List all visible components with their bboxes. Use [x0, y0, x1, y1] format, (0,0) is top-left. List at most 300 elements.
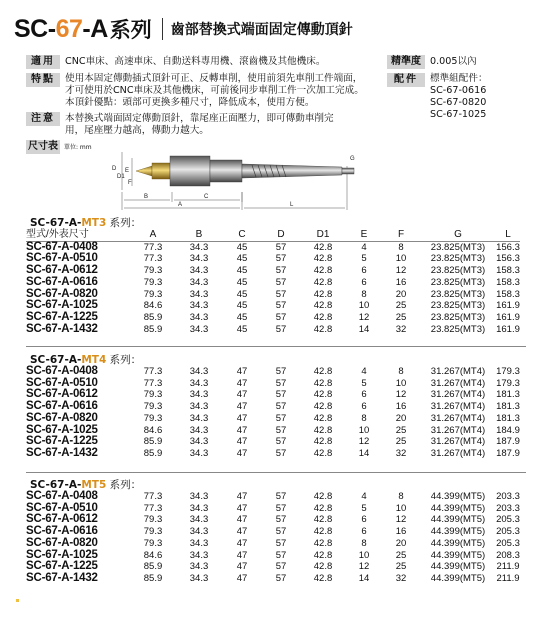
dim-label-c: C [204, 194, 209, 200]
cell-f: 32 [395, 323, 407, 335]
cell-d: 57 [275, 253, 287, 265]
table-row [26, 503, 520, 515]
cell-b: 34.3 [189, 265, 209, 277]
cell-d1: 42.8 [313, 526, 333, 538]
section-title-mt3: SC-67-A-MT3 系列： [30, 217, 142, 229]
cell-d1: 42.8 [313, 377, 333, 389]
page-subtitle: 齒部替換式端面固定傳動頂針 [170, 22, 353, 38]
cell-l: 187.9 [496, 447, 520, 459]
cell-f: 25 [395, 561, 407, 573]
cell-model: SC-67-A-0612 [26, 388, 98, 401]
cell-b: 34.3 [189, 561, 209, 573]
notes-line-1: 本替換式端面固定傳動頂針，靠尾座正面壓力，即可傳動車削完 [65, 113, 334, 124]
table-row [26, 550, 520, 562]
decorative-dot [16, 599, 19, 602]
cell-c: 47 [236, 572, 248, 584]
cell-a: 79.3 [143, 276, 163, 288]
cell-g: 44.399(MT5) [430, 491, 486, 502]
cell-b: 34.3 [189, 300, 209, 312]
cell-f: 25 [395, 549, 407, 561]
cell-l: 161.9 [496, 323, 520, 335]
cell-g: 31.267(MT4) [430, 366, 486, 377]
cell-f: 16 [395, 276, 407, 288]
cell-l: 158.3 [496, 265, 520, 277]
cell-b: 34.3 [189, 253, 209, 265]
cell-f: 25 [395, 424, 407, 436]
cell-d1: 42.8 [313, 447, 333, 459]
dim-label-d1: D1 [117, 174, 125, 180]
cell-model: SC-67-A-0616 [26, 400, 98, 413]
cell-a: 79.3 [143, 288, 163, 300]
dim-label-a: A [178, 202, 183, 208]
header-c: C [222, 229, 262, 241]
cell-f: 20 [395, 537, 407, 549]
cell-c: 45 [236, 323, 248, 335]
cell-model: SC-67-A-0820 [26, 287, 98, 300]
dim-label-e: E [125, 168, 130, 174]
notes-label: 注意 [26, 112, 60, 126]
cell-e: 10 [358, 300, 370, 312]
cell-d1: 42.8 [313, 389, 333, 401]
cell-a: 85.9 [143, 323, 163, 335]
cell-g: 31.267(MT4) [430, 436, 486, 448]
cell-d: 57 [275, 300, 287, 312]
cell-l: 161.9 [496, 311, 520, 323]
title-divider [162, 18, 163, 40]
cell-d: 57 [275, 491, 287, 502]
cell-c: 45 [236, 253, 248, 265]
spec-table-mt3 [26, 229, 520, 335]
cell-d: 57 [275, 572, 287, 584]
cell-e: 5 [361, 377, 367, 389]
section-title-mt4: SC-67-A-MT4 系列： [30, 354, 142, 366]
cell-l: 156.3 [496, 241, 520, 253]
dim-label-b: B [144, 194, 149, 200]
cell-d1: 42.8 [313, 288, 333, 300]
cell-b: 34.3 [189, 366, 209, 377]
table-row [26, 265, 520, 277]
cell-d: 57 [275, 265, 287, 277]
table-row [26, 324, 520, 336]
cell-d: 57 [275, 537, 287, 549]
cell-l: 158.3 [496, 276, 520, 288]
header-b: B [176, 229, 222, 241]
cell-d: 57 [275, 526, 287, 538]
cell-model: SC-67-A-1432 [26, 571, 98, 584]
cell-e: 4 [361, 366, 367, 377]
header-g: G [420, 229, 496, 241]
cell-f: 32 [395, 447, 407, 459]
cell-d: 57 [275, 549, 287, 561]
cell-g: 31.267(MT4) [430, 401, 486, 413]
series-label: 系列 [109, 18, 152, 42]
section-divider [26, 472, 526, 473]
table-row [26, 561, 520, 573]
cell-b: 34.3 [189, 377, 209, 389]
table-row [26, 448, 520, 460]
cell-d: 57 [275, 424, 287, 436]
cell-f: 25 [395, 436, 407, 448]
cell-g: 23.825(MT3) [430, 300, 486, 312]
cell-d: 57 [275, 401, 287, 413]
cell-f: 32 [395, 572, 407, 584]
accessory-item: SC-67-0820 [430, 97, 487, 108]
dim-label-l: L [290, 202, 294, 208]
accuracy-label: 精準度 [387, 55, 425, 69]
cell-d1: 42.8 [313, 572, 333, 584]
accessory-item: SC-67-0616 [430, 85, 487, 96]
cell-d: 57 [275, 276, 287, 288]
cell-c: 47 [236, 447, 248, 459]
accessory-item: SC-67-1025 [430, 109, 487, 120]
cell-d1: 42.8 [313, 401, 333, 413]
cell-f: 10 [395, 377, 407, 389]
table-row [26, 312, 520, 324]
cell-d1: 42.8 [313, 502, 333, 514]
cell-d: 57 [275, 241, 287, 253]
cell-a: 77.3 [143, 241, 163, 253]
cell-e: 14 [358, 572, 370, 584]
cell-g: 23.825(MT3) [430, 311, 486, 323]
cell-c: 47 [236, 389, 248, 401]
cell-b: 34.3 [189, 549, 209, 561]
cell-e: 12 [358, 561, 370, 573]
cell-a: 77.3 [143, 377, 163, 389]
cell-c: 45 [236, 276, 248, 288]
cell-model: SC-67-A-1225 [26, 310, 98, 323]
cell-d1: 42.8 [313, 241, 333, 253]
table-row [26, 401, 520, 413]
cell-d1: 42.8 [313, 265, 333, 277]
cell-a: 84.6 [143, 300, 163, 312]
cell-l: 158.3 [496, 288, 520, 300]
cell-b: 34.3 [189, 514, 209, 526]
cell-d: 57 [275, 377, 287, 389]
cell-c: 47 [236, 366, 248, 377]
cell-b: 34.3 [189, 389, 209, 401]
cell-d1: 42.8 [313, 253, 333, 265]
cell-d1: 42.8 [313, 323, 333, 335]
cell-d: 57 [275, 447, 287, 459]
cell-g: 44.399(MT5) [430, 502, 486, 514]
cell-model: SC-67-A-1225 [26, 435, 98, 448]
cell-b: 34.3 [189, 241, 209, 253]
cell-e: 4 [361, 491, 367, 502]
header-e: E [346, 229, 382, 241]
cell-model: SC-67-A-0510 [26, 252, 98, 265]
cell-model: SC-67-A-0612 [26, 264, 98, 277]
cell-d1: 42.8 [313, 537, 333, 549]
cell-l: 181.3 [496, 389, 520, 401]
cell-g: 44.399(MT5) [430, 526, 486, 538]
cell-model: SC-67-A-0820 [26, 536, 98, 549]
dim-label-d: D [112, 166, 117, 172]
cell-e: 5 [361, 253, 367, 265]
cell-e: 8 [361, 537, 367, 549]
cell-c: 47 [236, 549, 248, 561]
cell-a: 77.3 [143, 253, 163, 265]
cell-a: 85.9 [143, 572, 163, 584]
cell-d1: 42.8 [313, 276, 333, 288]
cell-f: 20 [395, 288, 407, 300]
cell-d: 57 [275, 366, 287, 377]
cell-d: 57 [275, 561, 287, 573]
spec-table-mt5 [26, 491, 520, 585]
cell-d: 57 [275, 288, 287, 300]
cell-model: SC-67-A-0408 [26, 490, 98, 502]
cell-l: 156.3 [496, 253, 520, 265]
cell-l: 187.9 [496, 436, 520, 448]
accessories-heading: 標準組配件： [430, 73, 488, 84]
dim-label-f: F [128, 180, 132, 186]
cell-model: SC-67-A-0820 [26, 411, 98, 424]
cell-l: 208.3 [496, 549, 520, 561]
cell-g: 23.825(MT3) [430, 265, 486, 277]
product-diagram [92, 146, 362, 212]
cell-a: 85.9 [143, 561, 163, 573]
cell-a: 79.3 [143, 526, 163, 538]
cell-g: 23.825(MT3) [430, 276, 486, 288]
cell-e: 6 [361, 276, 367, 288]
cell-a: 79.3 [143, 514, 163, 526]
section-divider [26, 346, 526, 347]
cell-f: 8 [398, 366, 404, 377]
cell-e: 6 [361, 389, 367, 401]
product-code: SC-67-A [14, 14, 108, 43]
table-row [26, 425, 520, 437]
cell-b: 34.3 [189, 276, 209, 288]
table-row [26, 514, 520, 526]
cell-c: 47 [236, 424, 248, 436]
size-table-label: 尺寸表 [28, 141, 58, 152]
cell-g: 23.825(MT3) [430, 288, 486, 300]
cell-g: 44.399(MT5) [430, 572, 486, 584]
cell-l: 205.3 [496, 514, 520, 526]
table-header-row [26, 229, 520, 241]
cell-d: 57 [275, 311, 287, 323]
cell-model: SC-67-A-1025 [26, 548, 98, 561]
cell-c: 47 [236, 491, 248, 502]
cell-c: 45 [236, 300, 248, 312]
table-row [26, 378, 520, 390]
cell-d: 57 [275, 502, 287, 514]
cell-a: 79.3 [143, 389, 163, 401]
cell-l: 161.9 [496, 300, 520, 312]
cell-a: 77.3 [143, 366, 163, 377]
unit-label: 單位: mm [64, 144, 92, 151]
table-row [26, 491, 520, 503]
cell-f: 25 [395, 311, 407, 323]
table-row [26, 413, 520, 425]
cell-g: 23.825(MT3) [430, 253, 486, 265]
cell-l: 205.3 [496, 526, 520, 538]
cell-model: SC-67-A-0612 [26, 513, 98, 526]
cell-e: 6 [361, 514, 367, 526]
cell-c: 47 [236, 401, 248, 413]
cell-c: 45 [236, 311, 248, 323]
cell-model: SC-67-A-1025 [26, 299, 98, 312]
cell-b: 34.3 [189, 447, 209, 459]
cell-e: 10 [358, 549, 370, 561]
cell-g: 31.267(MT4) [430, 389, 486, 401]
cell-b: 34.3 [189, 412, 209, 424]
accuracy-value: 0.005以內 [430, 56, 477, 67]
cell-c: 47 [236, 502, 248, 514]
table-row [26, 538, 520, 550]
cell-l: 205.3 [496, 537, 520, 549]
cell-e: 14 [358, 447, 370, 459]
cell-g: 44.399(MT5) [430, 549, 486, 561]
cell-l: 179.3 [496, 377, 520, 389]
cell-f: 12 [395, 389, 407, 401]
cell-d1: 42.8 [313, 424, 333, 436]
accessories-label: 配件 [387, 73, 425, 87]
cell-a: 79.3 [143, 401, 163, 413]
features-line-1: 使用本固定傳動插式頂針可正、反轉車削，使用前須先車削工件端面， [65, 73, 363, 84]
cell-d1: 42.8 [313, 549, 333, 561]
table-row [26, 289, 520, 301]
cell-b: 34.3 [189, 526, 209, 538]
cell-e: 6 [361, 401, 367, 413]
cell-g: 23.825(MT3) [430, 241, 486, 253]
cell-b: 34.3 [189, 424, 209, 436]
cell-c: 45 [236, 288, 248, 300]
cell-d: 57 [275, 323, 287, 335]
cell-model: SC-67-A-1025 [26, 423, 98, 436]
cell-b: 34.3 [189, 401, 209, 413]
cell-g: 44.399(MT5) [430, 514, 486, 526]
cell-e: 5 [361, 502, 367, 514]
cell-d: 57 [275, 389, 287, 401]
cell-g: 31.267(MT4) [430, 377, 486, 389]
table-row [26, 573, 520, 585]
cell-b: 34.3 [189, 311, 209, 323]
cell-b: 34.3 [189, 491, 209, 502]
cell-c: 47 [236, 526, 248, 538]
cell-f: 16 [395, 526, 407, 538]
cell-model: SC-67-A-0408 [26, 365, 98, 377]
cell-l: 211.9 [496, 572, 520, 584]
cell-model: SC-67-A-0616 [26, 275, 98, 288]
table-row [26, 526, 520, 538]
cell-d: 57 [275, 412, 287, 424]
cell-e: 10 [358, 424, 370, 436]
cell-model: SC-67-A-1432 [26, 322, 98, 335]
cell-d1: 42.8 [313, 491, 333, 502]
features-label: 特點 [26, 73, 60, 87]
table-row [26, 241, 520, 253]
notes-line-2: 用，尾座壓力越高，傳動力越大。 [65, 125, 209, 136]
features-line-2: 才可使用於CNC車床及其他機床，可前後同步車削工件一次加工完成。 [65, 85, 364, 96]
spec-table-mt4 [26, 366, 520, 460]
cell-f: 8 [398, 241, 404, 253]
cell-g: 44.399(MT5) [430, 561, 486, 573]
cell-g: 31.267(MT4) [430, 447, 486, 459]
cell-a: 79.3 [143, 537, 163, 549]
cell-b: 34.3 [189, 502, 209, 514]
table-row [26, 300, 520, 312]
cell-d1: 42.8 [313, 514, 333, 526]
cell-a: 79.3 [143, 412, 163, 424]
header-d1: D1 [300, 229, 346, 241]
cell-l: 184.9 [496, 424, 520, 436]
cell-f: 10 [395, 502, 407, 514]
cell-l: 179.3 [496, 366, 520, 377]
header-d: D [262, 229, 300, 241]
cell-c: 47 [236, 561, 248, 573]
cell-f: 16 [395, 401, 407, 413]
table-row [26, 366, 520, 378]
cell-model: SC-67-A-1225 [26, 560, 98, 573]
cell-l: 211.9 [496, 561, 520, 573]
cell-g: 23.825(MT3) [430, 323, 486, 335]
header-l: L [496, 229, 520, 241]
cell-d1: 42.8 [313, 366, 333, 377]
cell-l: 181.3 [496, 401, 520, 413]
cell-e: 12 [358, 436, 370, 448]
cell-model: SC-67-A-0510 [26, 376, 98, 389]
cell-l: 203.3 [496, 491, 520, 502]
application-text: CNC車床、高速車床、自動送料專用機、滾齒機及其他機床。 [65, 56, 326, 67]
cell-d1: 42.8 [313, 300, 333, 312]
cell-b: 34.3 [189, 323, 209, 335]
cell-c: 45 [236, 241, 248, 253]
cell-l: 181.3 [496, 412, 520, 424]
cell-a: 85.9 [143, 447, 163, 459]
cell-e: 12 [358, 311, 370, 323]
cell-d1: 42.8 [313, 436, 333, 448]
cell-a: 85.9 [143, 436, 163, 448]
cell-model: SC-67-A-1432 [26, 446, 98, 459]
cell-f: 10 [395, 253, 407, 265]
features-line-3: 本頂針優點：頭部可更換多種尺寸，降低成本，使用方便。 [65, 97, 315, 108]
cell-e: 6 [361, 265, 367, 277]
cell-a: 79.3 [143, 265, 163, 277]
cell-d1: 42.8 [313, 412, 333, 424]
cell-d: 57 [275, 436, 287, 448]
cell-model: SC-67-A-0408 [26, 240, 98, 253]
cell-a: 84.6 [143, 424, 163, 436]
cell-c: 45 [236, 265, 248, 277]
cell-l: 203.3 [496, 502, 520, 514]
cell-f: 20 [395, 412, 407, 424]
application-label: 適用 [26, 55, 60, 69]
cell-a: 84.6 [143, 549, 163, 561]
page-title [14, 14, 353, 44]
cell-c: 47 [236, 377, 248, 389]
cell-a: 85.9 [143, 311, 163, 323]
cell-c: 47 [236, 514, 248, 526]
cell-b: 34.3 [189, 436, 209, 448]
table-row [26, 436, 520, 448]
cell-a: 77.3 [143, 502, 163, 514]
cell-g: 44.399(MT5) [430, 537, 486, 549]
cell-d: 57 [275, 514, 287, 526]
cell-model: SC-67-A-0510 [26, 501, 98, 514]
cell-e: 4 [361, 241, 367, 253]
cell-c: 47 [236, 436, 248, 448]
cell-g: 31.267(MT4) [430, 412, 486, 424]
cell-a: 77.3 [143, 491, 163, 502]
cell-b: 34.3 [189, 537, 209, 549]
cell-e: 14 [358, 323, 370, 335]
header-f: F [382, 229, 420, 241]
cell-e: 8 [361, 412, 367, 424]
cell-e: 6 [361, 526, 367, 538]
cell-c: 47 [236, 537, 248, 549]
cell-c: 47 [236, 412, 248, 424]
table-row [26, 389, 520, 401]
